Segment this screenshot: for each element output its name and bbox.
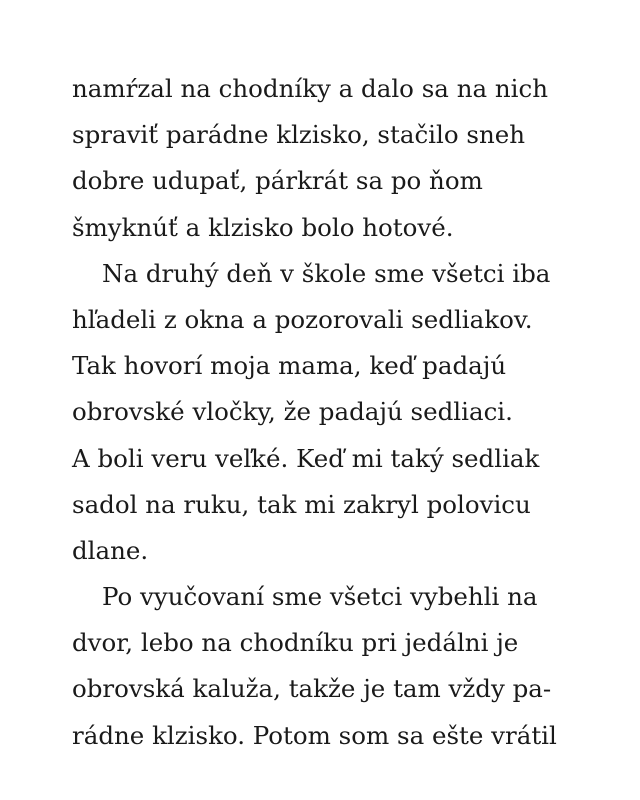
book-page-text [72,66,592,759]
text-line: namŕzal na chodníky a dalo sa na nich [72,74,548,103]
text-line: rádne klzisko. Potom som sa ešte vrátil [72,720,557,750]
text-line: obrovská kaluža, takže je tam vždy pa- [72,674,552,704]
text-line: Tak hovorí moja mama, keď padajú [72,351,507,381]
text-line: dlane. [72,535,149,565]
text-line: sadol na ruku, tak mi zakryl polovicu [72,489,531,519]
text-line: šmyknúť a klzisko bolo hotové. [72,212,454,242]
text-line: dobre udupať, párkrát sa po ňom [72,166,483,196]
text-line: dvor, lebo na chodníku pri jedálni je [72,628,519,658]
text-line: obrovské vločky, že padajú sedliaci. [72,397,513,427]
paragraph-start-line: Po vyučovaní sme všetci vybehli na [102,582,538,612]
text-line: hľadeli z okna a pozorovali sedliakov. [72,304,533,334]
text-line: A boli veru veľké. Keď mi taký sedliak [72,443,540,473]
text-line: spraviť parádne klzisko, stačilo sneh [72,120,525,150]
paragraph-start-line: Na druhý deň v škole sme všetci iba [102,258,551,288]
